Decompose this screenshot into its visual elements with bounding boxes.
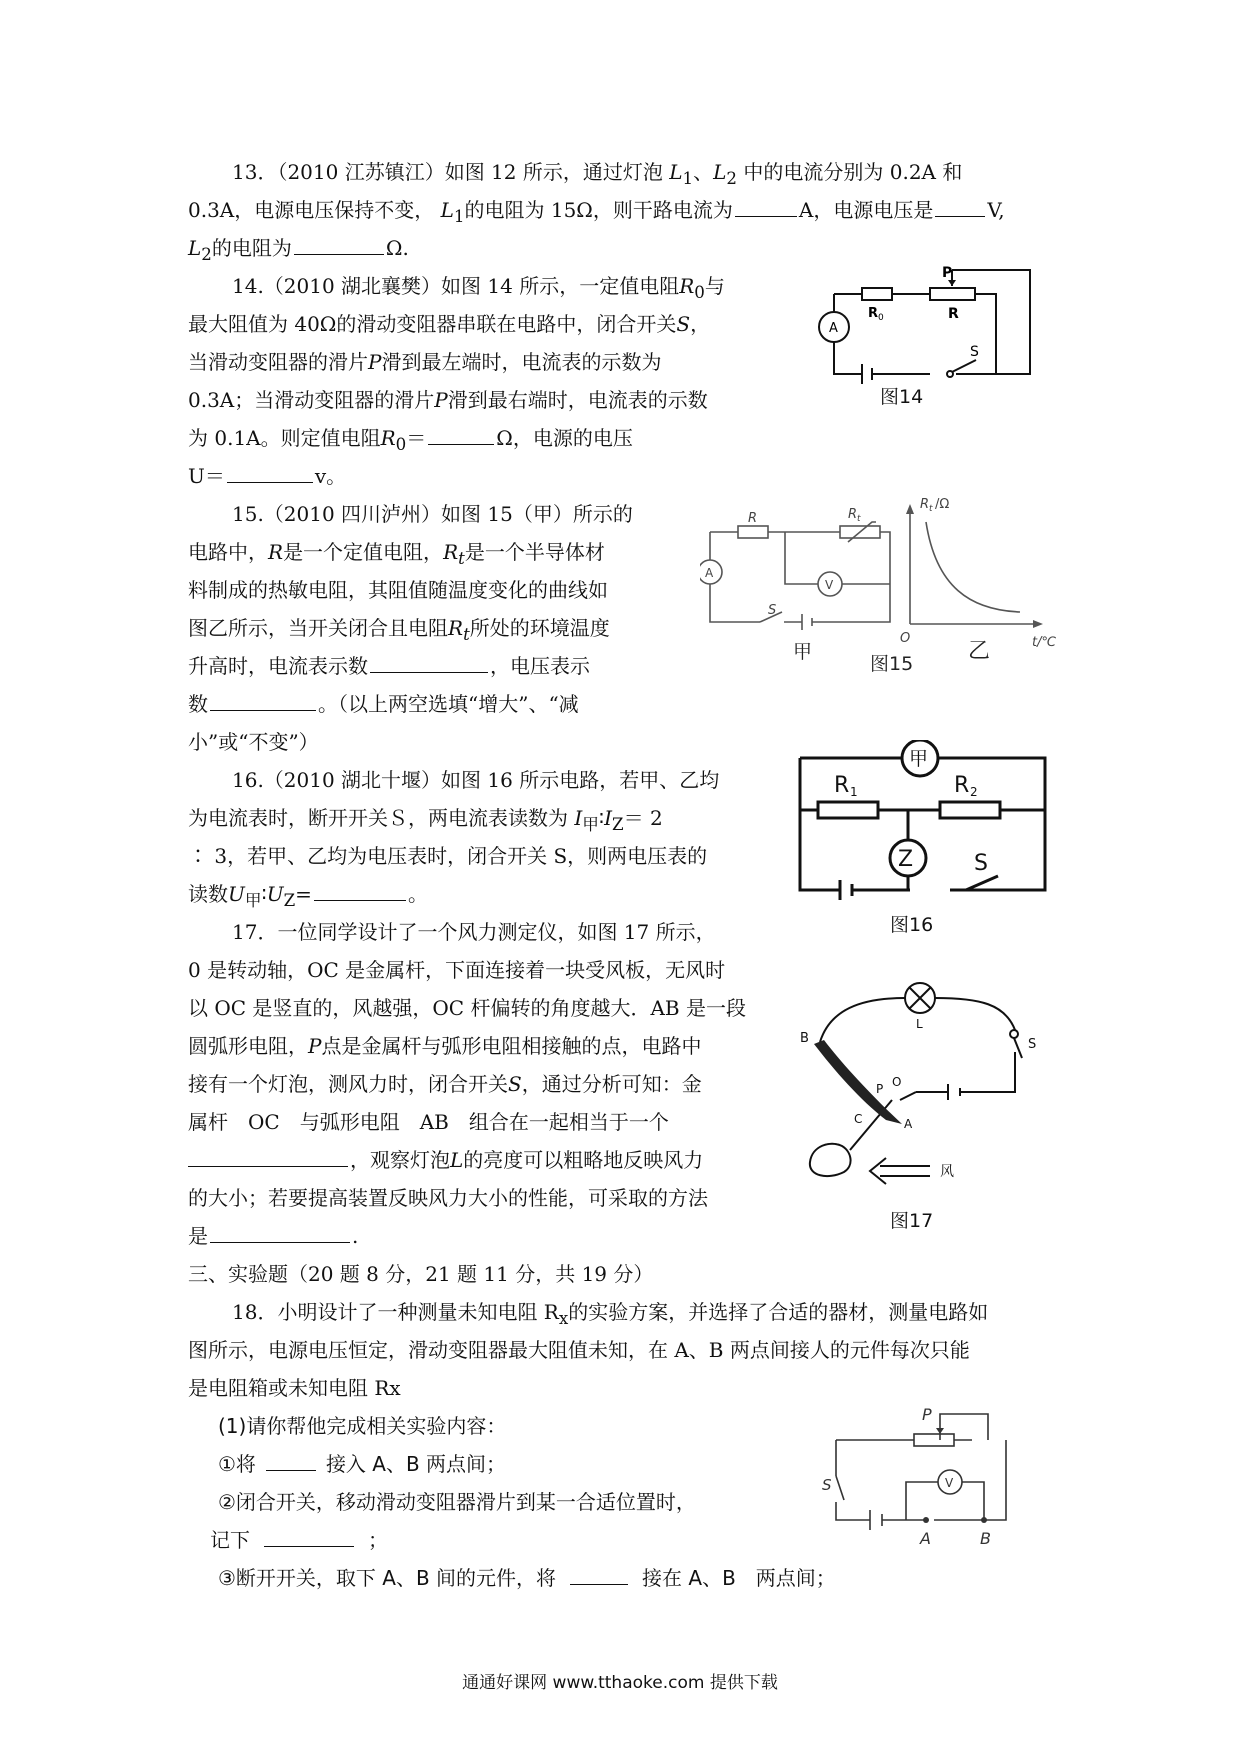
- x-arrow-icon: [1033, 620, 1043, 628]
- label-r0-sub: 0: [878, 313, 884, 323]
- curve-15: [926, 522, 1020, 612]
- q14-line-1: 14.（2010 湖北襄樊）如图 14 所示，一定值电阻$R_0$与: [232, 274, 725, 302]
- q14-blank-u[interactable]: [227, 464, 313, 483]
- q17-line-6: 属杆 OC 与弧形电阻 AB 组合在一起相当于一个: [188, 1110, 669, 1134]
- label-r-15: R: [748, 511, 758, 526]
- lamp-cross-17: [909, 987, 931, 1009]
- label-rt-15: R: [848, 507, 858, 522]
- caption-14: 图14: [880, 386, 924, 408]
- q18-line-2: 图所示，电源电压恒定，滑动变阻器最大阻值未知，在 A、B 两点间接人的元件每次只能: [188, 1338, 970, 1362]
- label-voltmeter-15: V: [825, 578, 834, 592]
- q17-line-2: 0 是转动轴，OC 是金属杆，下面连接着一块受风板，无风时: [188, 958, 726, 982]
- label-voltmeter-18: V: [945, 1476, 954, 1490]
- q17-blank-device[interactable]: [188, 1148, 348, 1167]
- label-r1-sub-16: 1: [850, 785, 858, 799]
- label-yi-15: 乙: [968, 639, 991, 664]
- page-footer: 通通好课网 www.tthaoke.com 提供下载: [462, 1673, 778, 1693]
- q17-line-8: 的大小；若要提高装置反映风力大小的性能，可采取的方法: [188, 1186, 708, 1210]
- label-r2-16: R: [954, 773, 970, 798]
- wind-plate-17: [810, 1144, 851, 1176]
- circuit-17: [790, 960, 1050, 1210]
- switch-16: [966, 876, 998, 890]
- label-xaxis-15: t/℃: [1032, 635, 1057, 650]
- axes-15: [910, 512, 1035, 624]
- q18-line-3: 是电阻箱或未知电阻 Rx: [188, 1376, 401, 1400]
- figure-15: [700, 492, 1070, 682]
- circuit-18: [800, 1400, 1040, 1550]
- label-yaxis-sub-15: t: [929, 504, 933, 514]
- wire-15: [710, 532, 890, 622]
- caption-15: 图15: [870, 653, 914, 675]
- label-r-14: R: [948, 306, 959, 322]
- label-b-17: B: [800, 1031, 809, 1046]
- q13-line-1: 13．（2010 江苏镇江）如图 12 所示，通过灯泡 $L_1$、$L_2$ 中的电流分别为 0.2A 和: [232, 160, 963, 188]
- wind-arrow-head-17: [870, 1158, 886, 1184]
- label-r1-16: R: [834, 773, 850, 798]
- switch-18: [836, 1476, 844, 1500]
- q17-blank-method[interactable]: [210, 1224, 350, 1243]
- q16-line-1: 16.（2010 湖北十堰）如图 16 所示电路，若甲、乙均: [232, 768, 720, 792]
- q18-line-7: 记下 ；: [210, 1528, 388, 1552]
- q16-blank-ratio[interactable]: [314, 882, 406, 901]
- label-s-17: S: [1028, 1037, 1037, 1052]
- wind-arrow-shaft-17: [880, 1166, 930, 1176]
- q13-line-2: 0.3A，电源电压保持不变， $L_1$的电阻为 15Ω，则干路电流为 A，电源电压是 V,: [188, 198, 1005, 226]
- q14-line-3: 当滑动变阻器的滑片P滑到最左端时，电流表的示数为: [188, 350, 662, 374]
- label-rt-sub-15: t: [857, 514, 861, 524]
- thermistor-slash: [848, 522, 876, 542]
- q15-line-7: 小”或“不变”）: [188, 730, 319, 754]
- figure-17: [790, 960, 1050, 1232]
- resistor-r2-16: [940, 802, 1000, 818]
- label-yaxis-15: R: [920, 497, 930, 512]
- q15-line-2: 电路中，R是一个定值电阻，$R_t$是一个半导体材: [188, 540, 605, 568]
- q18-line-1: 18．小明设计了一种测量未知电阻 $R_x$的实验方案，并选择了合适的器材，测量电路如: [232, 1300, 989, 1328]
- rheostat-18: [914, 1434, 954, 1446]
- q17-line-3: 以 OC 是竖直的，风越强，OC 杆偏转的角度越大．AB 是一段: [188, 996, 746, 1020]
- switch-pivot-17: [1010, 1030, 1018, 1038]
- label-r0: R: [868, 306, 879, 321]
- q14-line-5: 为 0.1A。则定值电阻$R_0= \Omega$，电源的电压: [188, 426, 633, 454]
- voltmeter-wire-15: [785, 532, 890, 584]
- q17-line-1: 17．一位同学设计了一个风力测定仪，如图 17 所示，: [232, 920, 716, 944]
- label-origin-15: O: [900, 631, 911, 646]
- section-3-heading: 三、实验题（20 题 8 分，21 题 11 分，共 19 分）: [188, 1262, 654, 1286]
- q15-line-5: 升高时，电流表示数 ，电压表示: [188, 654, 590, 678]
- q15-line-6: 数 。（以上两空选填“增大”、“减: [188, 692, 579, 716]
- q15-line-3: 料制成的热敏电阻，其阻值随温度变化的曲线如: [188, 578, 608, 602]
- q18-blank-step2[interactable]: [264, 1528, 354, 1547]
- q14-line-2: 最大阻值为 40Ω的滑动变阻器串联在电路中，闭合开关S，: [188, 312, 711, 336]
- q15-blank-voltage[interactable]: [210, 692, 316, 711]
- q15-line-4: 图乙所示，当开关闭合且电阻$R_t$所处的环境温度: [188, 616, 610, 644]
- label-p-17: P: [876, 1082, 884, 1096]
- figure-14: [780, 264, 1040, 414]
- wire-18: [836, 1414, 1006, 1520]
- wire-slider: [952, 270, 1030, 374]
- label-p-14: P: [942, 265, 953, 281]
- terminal-a-18: [923, 1517, 929, 1523]
- battery-17: [948, 1084, 960, 1100]
- label-s-16: S: [974, 851, 988, 876]
- label-p-18: P: [922, 1405, 932, 1424]
- label-b-18: B: [980, 1529, 991, 1548]
- q14-blank-r0[interactable]: [428, 426, 494, 445]
- caption-16: 图16: [890, 914, 934, 936]
- label-ammeter-15: A: [705, 566, 714, 580]
- label-jia-16: 甲: [909, 748, 929, 770]
- q13-blank-resistance[interactable]: [294, 236, 384, 255]
- slider-arrow-18-icon: [936, 1428, 944, 1434]
- figure-16: [790, 740, 1050, 936]
- label-a-17: A: [904, 1117, 913, 1131]
- q17-line-5: 接有一个灯泡，测风力时，闭合开关S，通过分析可知：金: [188, 1072, 702, 1096]
- figure-18: [800, 1400, 1040, 1550]
- battery-14: [862, 364, 872, 384]
- q17-line-7: ，观察灯泡L的亮度可以粗略地反映风力: [188, 1148, 703, 1172]
- q18-blank-step1[interactable]: [266, 1452, 316, 1471]
- battery-16: [840, 880, 852, 900]
- rheostat-r: [930, 288, 975, 300]
- label-wind-17: 风: [940, 1164, 954, 1180]
- battery-18: [870, 1510, 882, 1530]
- label-ammeter-14: A: [829, 321, 838, 336]
- q14-line-4: 0.3A；当滑动变阻器的滑片P滑到最右端时，电流表的示数: [188, 388, 708, 412]
- terminal-b-18: [981, 1517, 987, 1523]
- label-s-15: S: [768, 603, 777, 618]
- label-l-17: L: [916, 1017, 923, 1031]
- q17-line-4: 圆弧形电阻，P点是金属杆与弧形电阻相接触的点，电路中: [188, 1034, 702, 1058]
- q16-line-3: ∶ 3，若甲、乙均为电压表时，闭合开关 S，则两电压表的: [188, 844, 708, 868]
- caption-17: 图17: [890, 1210, 934, 1232]
- label-c-17: C: [854, 1112, 863, 1126]
- label-o-17: O: [892, 1075, 902, 1089]
- q18-blank-step3[interactable]: [570, 1566, 628, 1585]
- label-r2-sub-16: 2: [970, 785, 978, 799]
- q17-line-9: 是 .: [188, 1224, 359, 1248]
- q13-blank-current[interactable]: [735, 198, 797, 217]
- label-yaxis-unit-15: /Ω: [935, 497, 950, 512]
- label-yi-16: Z: [898, 847, 914, 872]
- resistor-r0: [862, 288, 892, 300]
- q13-blank-voltage[interactable]: [935, 198, 985, 217]
- q18-line-4: (1)请你帮他完成相关实验内容：: [218, 1414, 507, 1438]
- q18-line-5: ①将 接入 A、B 两点间；: [218, 1452, 507, 1476]
- circuit-15: [700, 492, 1070, 682]
- resistor-r1-16: [818, 802, 878, 818]
- label-a-18: A: [920, 1529, 931, 1548]
- q15-blank-current[interactable]: [370, 654, 488, 673]
- resistor-r-15: [738, 526, 768, 538]
- circuit-16: [790, 740, 1050, 930]
- q16-line-2: 为电流表时，断开开关Ｓ，两电流表读数为 $I_甲∶I_Z= 2$: [188, 806, 663, 834]
- q13-line-3: $L_2$的电阻为 Ω.: [188, 236, 409, 264]
- q18-line-8: ③断开开关，取下 A、B 间的元件，将 接在 A、B 两点间；: [218, 1566, 836, 1590]
- label-s-18: S: [822, 1476, 832, 1494]
- switch-blade-14: [952, 360, 976, 372]
- y-arrow-icon: [906, 504, 914, 514]
- q14-line-6: U＝ v。: [188, 464, 347, 488]
- battery-15: [802, 614, 812, 630]
- q16-line-4: 读数$U_甲∶U_Z=$ 。: [188, 882, 428, 910]
- label-jia-15: 甲: [793, 641, 813, 663]
- label-s-14: S: [970, 344, 979, 360]
- q18-line-6: ②闭合开关，移动滑动变阻器滑片到某一合适位置时，: [218, 1490, 696, 1514]
- q15-line-1: 15.（2010 四川泸州）如图 15（甲）所示的: [232, 502, 633, 526]
